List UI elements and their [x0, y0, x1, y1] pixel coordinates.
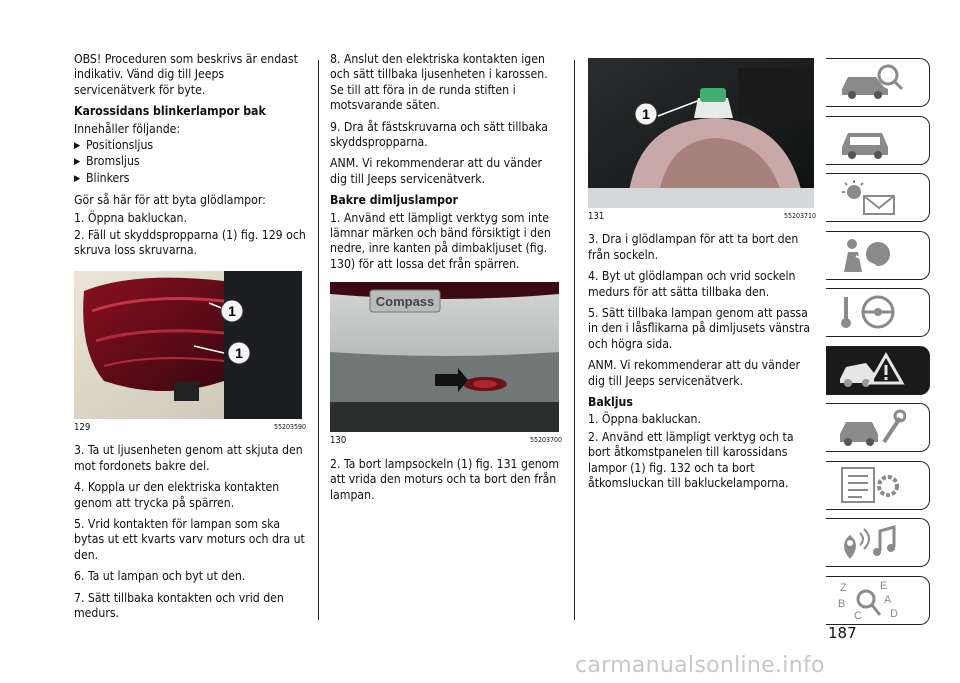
- multimedia-icon: [836, 523, 906, 561]
- step-text: 2. Fäll ut skyddspropparna (1) fig. 129 och skruva loss skruvarna.: [74, 228, 306, 258]
- tab-emergency[interactable]: [826, 346, 930, 395]
- svg-text:D: D: [890, 607, 898, 620]
- chapter-tabs: [826, 58, 930, 633]
- bullet-list: [74, 138, 306, 187]
- figure-caption: [588, 209, 816, 224]
- list-item: ▶ Positionsljus: [74, 138, 306, 154]
- column-divider: [574, 60, 575, 620]
- figure-130: [330, 282, 562, 448]
- step-text: 5. Vrid kontakten för lampan som ska bytas ut ett kvarts varv moturs och dra ut den.: [74, 516, 305, 562]
- figure-code: 55203700: [529, 436, 562, 445]
- svg-text:C: C: [854, 609, 862, 621]
- emergency-icon: [836, 351, 906, 389]
- tab-car-service[interactable]: [826, 403, 930, 452]
- vehicle-badge: Compass: [375, 294, 435, 310]
- step-text: 1. Öppna bakluckan.: [588, 412, 701, 427]
- figure-number: 131: [588, 211, 605, 222]
- step-text: 2. Ta bort lampsockeln (1) fig. 131 genom att vrida den moturs och ta bort den från lampan.: [330, 456, 560, 502]
- step-text: 7. Sätt tillbaka kontakten och vrid den medurs.: [74, 590, 284, 620]
- column-middle: [330, 52, 562, 509]
- dashboard-lights-icon: [836, 178, 906, 216]
- tab-index[interactable]: [826, 576, 930, 625]
- section-heading: Karossidans blinkerlampor bak: [74, 104, 266, 119]
- step-text: 3. Ta ut ljusenheten genom att skjuta den mot fordonets bakre del.: [74, 443, 303, 473]
- svg-text:B: B: [838, 597, 846, 610]
- figure-code: 55203590: [273, 422, 306, 431]
- step-text: 6. Ta ut lampan och byt ut den.: [74, 569, 246, 584]
- figure-caption: [74, 420, 306, 435]
- technical-data-icon: [836, 466, 906, 504]
- step-text: 1. Öppna bakluckan.: [74, 210, 187, 225]
- list-item: ▶ Blinkers: [74, 171, 306, 187]
- car-info-icon: [836, 63, 906, 101]
- figure-129: [74, 271, 306, 435]
- svg-text:E: E: [880, 579, 888, 592]
- callout-number: 1: [642, 106, 650, 122]
- triangle-bullet-icon: ▶: [74, 157, 81, 168]
- step-text: 8. Anslut den elektriska kontakten igen och sätt tillbaka ljusenheten i karossen. Se till att föra in de runda stiften i motsvarande säten.: [330, 52, 548, 113]
- steering-start-icon: [836, 293, 906, 331]
- step-text: 4. Byt ut glödlampan och vrid sockeln medurs för att sätta tillbaka den.: [588, 269, 796, 299]
- figure-number: 129: [74, 421, 91, 433]
- intro-text: Gör så här för att byta glödlampor:: [74, 193, 266, 208]
- column-right: [588, 52, 816, 498]
- triangle-bullet-icon: ▶: [74, 173, 81, 184]
- tab-multimedia[interactable]: [826, 518, 930, 567]
- figure-code: 55203710: [783, 212, 816, 220]
- figure-number: 130: [330, 435, 347, 447]
- tab-car-key[interactable]: [826, 116, 930, 165]
- svg-text:A: A: [884, 593, 892, 606]
- section-heading: Bakre dimljuslampor: [330, 193, 458, 208]
- column-left: [74, 52, 306, 627]
- step-text: 2. Använd ett lämpligt verktyg och ta bort åtkomstpanelen till karossidans lampor (1) fig. 132 och ta bort åtkomsluckan till bakluckelamporna.: [588, 429, 794, 491]
- step-text: 1. Använd ett lämpligt verktyg som inte lämnar märken och bänd försiktigt i den nedre, inre kanten på dimbakljuset (fig. 130) för att lossa det från spärren.: [330, 210, 551, 271]
- step-text: 3. Dra i glödlampan för att ta bort den från sockeln.: [588, 232, 799, 262]
- note-text: ANM. Vi rekommenderar att du vänder dig till Jeeps servicenätverk.: [588, 358, 801, 388]
- figure-caption: [330, 433, 562, 448]
- triangle-bullet-icon: ▶: [74, 141, 81, 152]
- tab-steering-start[interactable]: [826, 288, 930, 337]
- svg-text:Z: Z: [840, 581, 847, 594]
- list-item: ▶ Bromsljus: [74, 154, 306, 170]
- step-text: 5. Sätt tillbaka lampan genom att passa in den i låsflikarna på dimljusets vänstra och högra sida.: [588, 306, 811, 351]
- airbag-safety-icon: [836, 236, 906, 274]
- contains-text: Innehåller följande:: [74, 121, 181, 136]
- note-text: OBS! Proceduren som beskrivs är endast indikativ. Vänd dig till Jeeps servicenätverk för byte.: [74, 52, 298, 97]
- note-text: ANM. Vi rekommenderar att du vänder dig till Jeeps servicenätverk.: [330, 156, 543, 186]
- callout-number: 1: [235, 344, 243, 361]
- step-text: 9. Dra åt fästskruvarna och sätt tillbaka skyddspropparna.: [330, 119, 548, 150]
- tab-dashboard-lights[interactable]: [826, 173, 930, 222]
- page-number: 187: [828, 624, 857, 642]
- taillight-photo: [74, 271, 302, 419]
- car-key-icon: [836, 121, 906, 159]
- index-icon: [836, 577, 906, 621]
- tab-car-info[interactable]: [826, 58, 930, 107]
- figure-131: [588, 58, 816, 224]
- tab-technical-data[interactable]: [826, 461, 930, 510]
- rear-bumper-photo: [330, 282, 559, 432]
- column-divider: [318, 60, 319, 620]
- car-service-icon: [836, 408, 906, 446]
- step-text: 4. Koppla ur den elektriska kontakten genom att trycka på spärren.: [74, 480, 280, 510]
- callout-number: 1: [228, 302, 236, 319]
- tab-airbag-safety[interactable]: [826, 231, 930, 280]
- lamp-socket-photo: [588, 58, 814, 208]
- watermark: carmanualsonline.info: [575, 653, 825, 678]
- section-heading: Bakljus: [588, 395, 633, 410]
